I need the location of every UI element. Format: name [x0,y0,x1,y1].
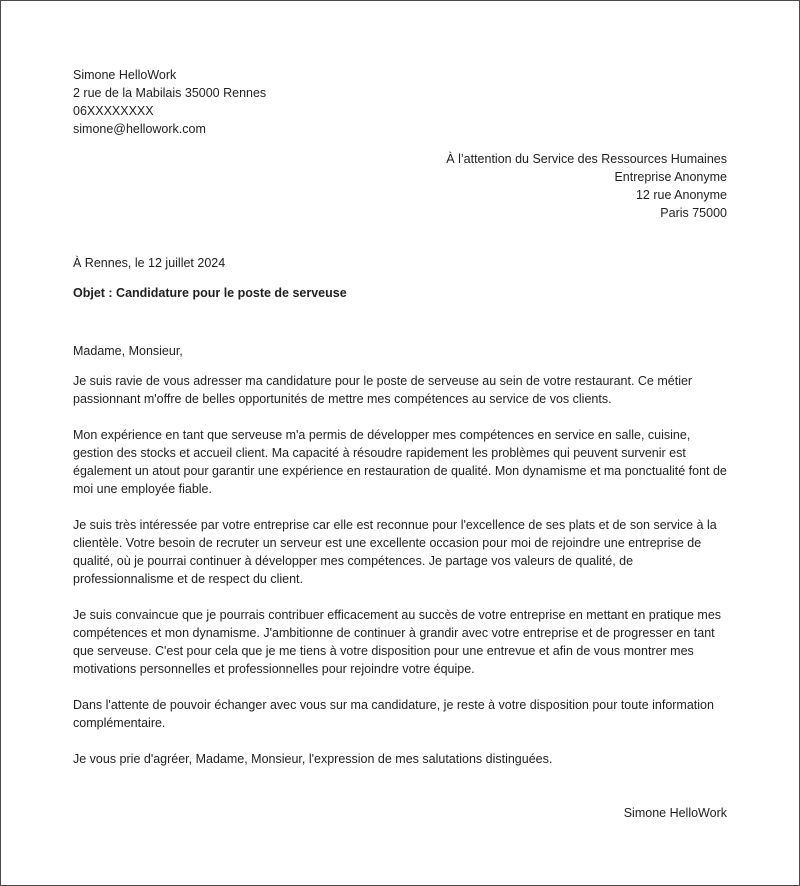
sender-name: Simone HelloWork [73,68,177,82]
body-paragraph: Je suis très intéressée par votre entreprise car elle est reconnue pour l'excellence de ses plats et de son service à la clientèle. Votre besoin de recruter un serveur est une excellente occasion pour moi de rejoindre une entreprise de qualité, où je pourrai continuer à développer mes compétences. Je partage vos valeurs de qualité, de professionnalisme et de respect du client. [73,518,717,586]
recipient-city: Paris 75000 [660,206,727,220]
body-paragraph: Dans l'attente de pouvoir échanger avec vous sur ma candidature, je reste à votre disposition pour toute information complémentaire. [73,698,714,730]
body-paragraph: Je suis convaincue que je pourrais contribuer efficacement au succès de votre entreprise en mettant en pratique mes compétences et mon dynamisme. J'ambitionne de continuer à grandir avec votre entreprise et de progresser en tant que serveuse. C'est pour cela que je me tiens à votre disposition pour une entrevue et afin de vous montrer mes motivations personnelles et professionnelles pour rejoindre votre équipe. [73,608,722,676]
sender-block [73,66,266,138]
letter-date: À Rennes, le 12 juillet 2024 [73,256,226,270]
sender-address: 2 rue de la Mabilais 35000 Rennes [73,86,267,100]
sender-email: simone@hellowork.com [73,122,206,136]
body-paragraph: Mon expérience en tant que serveuse m'a permis de développer mes compétences en service en salle, cuisine, gestion des stocks et accueil client. Ma capacité à résoudre rapidement les problèmes qui peuvent survenir est également un atout pour garantir une expérience en restauration de qualité. Mon dynamisme et ma ponctualité font de moi une employée fiable. [73,428,727,496]
closing-paragraph: Je vous prie d'agréer, Madame, Monsieur, l'expression de mes salutations distinguées. [73,752,553,766]
letter-body [73,372,729,768]
letter-signature: Simone HelloWork [623,806,727,820]
recipient-attention: À l’attention du Service des Ressources Humaines [446,152,727,166]
letter-salutation: Madame, Monsieur, [73,344,183,358]
recipient-street: 12 rue Anonyme [635,188,727,202]
recipient-company: Entreprise Anonyme [614,170,727,184]
letter-subject: Objet : Candidature pour le poste de serveuse [73,286,347,300]
recipient-block [446,150,727,222]
body-paragraph: Je suis ravie de vous adresser ma candidature pour le poste de serveuse au sein de votre restaurant. Ce métier passionnant m'offre de belles opportunités de mettre mes compétences au service de vos clients. [73,374,693,406]
sender-phone: 06XXXXXXXX [73,104,154,118]
